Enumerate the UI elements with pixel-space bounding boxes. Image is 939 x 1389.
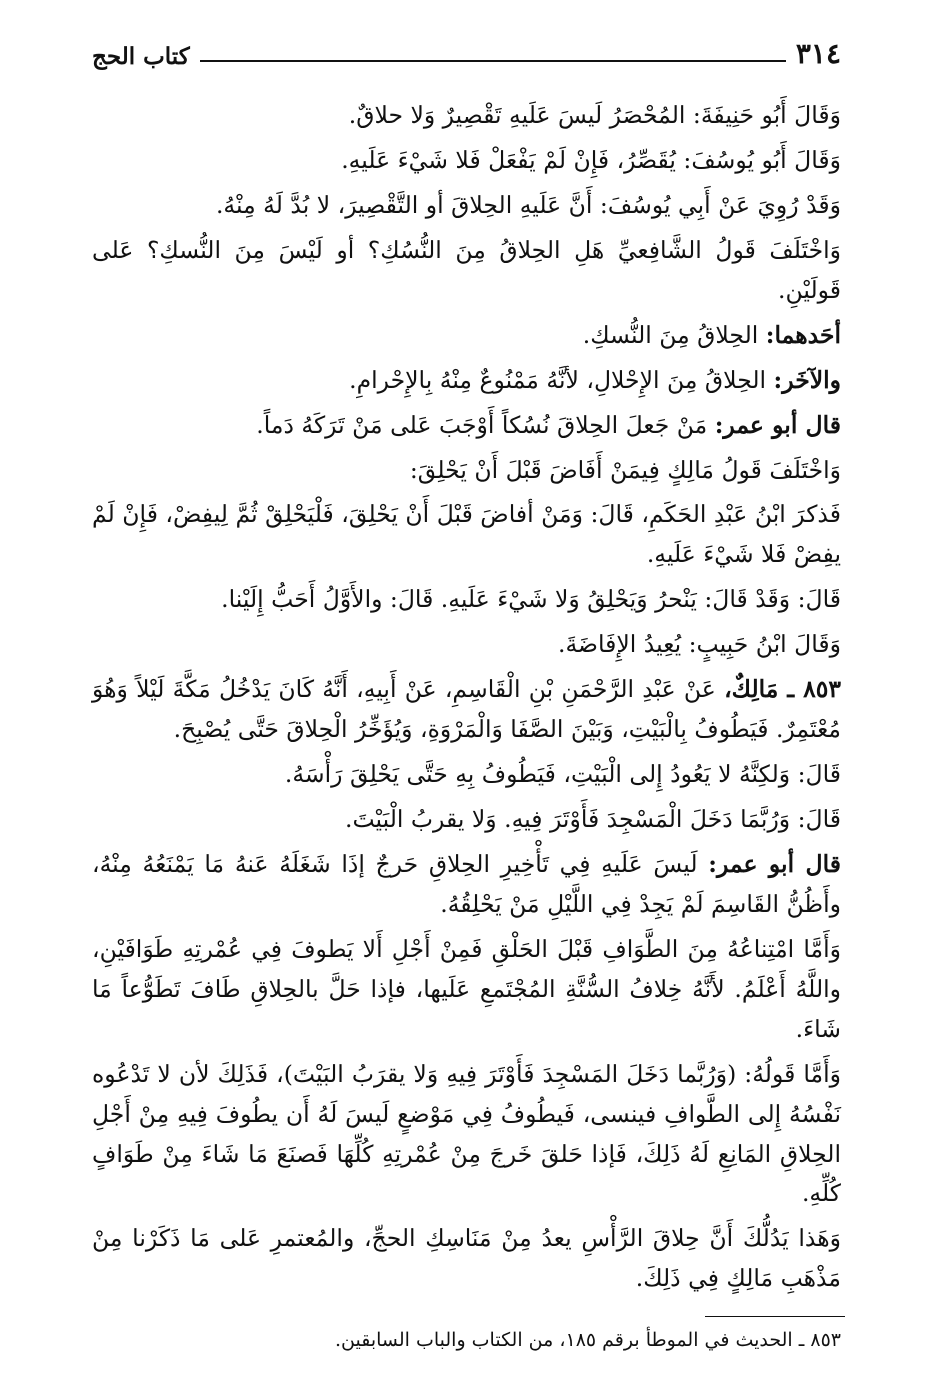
paragraph: وَقَالَ أَبُو يُوسُفَ: يُقَصِّرُ، فَإِنْ لَمْ يَفْعَلْ فَلا شَيْءَ عَلَيهِ. <box>341 145 841 174</box>
paragraph: أحَدهما: الحِلاقُ مِنَ النُّسكِ. <box>582 320 841 349</box>
header-rule <box>200 60 786 62</box>
paragraph: قال أبو عمر: مَنْ جَعلَ الحِلاقَ نُسُكاً أَوْجَبَ عَلى مَنْ تَرَكَهُ دَماً. <box>256 410 841 439</box>
main-text <box>92 96 841 1304</box>
paragraph-lead: قال أبو عمر: <box>708 849 841 878</box>
paragraph: وَقَالَ ابْنُ حَبِيبٍ: يُعِيدُ الإِفَاضَةَ. <box>557 630 841 659</box>
paragraph: وَاخْتَلَفَ قَولُ الشَّافِعيِّ هَلِ الحِلاقُ مِنَ النُّسُكِ؟ أو لَيْسَ مِنَ النُّسكِ؟ عَلى قَولَيْنِ. <box>92 235 841 304</box>
page-header <box>92 26 841 68</box>
hadith-paragraph: ٨٥٣ ـ مَالِكٌ، عَنْ عَبْدِ الرَّحْمَنِ بْنِ الْقَاسِمِ، عَنْ أَبِيهِ، أَنَّهُ كَانَ يَدْخُلُ مَكَّةَ لَيْلاً وَهُوَ مُعْتَمِرٌ. فَيَطُوفُ بِالْبَيْتِ، وَبَيْنَ الصَّفَا وَالْمَرْوَةِ، وَيُؤَخِّرُ الْحِلاقَ حَتَّى يُصْبِحَ. <box>92 675 841 744</box>
book-title: كتاب الحج <box>92 43 190 70</box>
paragraph: وَاخْتَلَفَ قَولُ مَالِكٍ فِيمَنْ أَفَاضَ قَبْلَ أَنْ يَحْلِقَ: <box>409 455 841 484</box>
paragraph: وَأَمَّا قَولُهُ: (وَرُبَّما دَخَلَ المَسْجِدَ فَأَوْتَرَ فِيهِ وَلا يقرَبُ البَيْتَ)، فَذَلِكَ لأن لا تَدْعُوه نَفْسُهُ إِلى الطَّوافِ فينسى، فَيطُوفُ فِي مَوْضعٍ لَيسَ لَهُ أَن يطُوفَ فِيهِ مِنْ أَجْلِ الحِلاقِ المَانِعِ لَهُ ذَلِكَ، فَإذا حَلقَ خَرجَ مِنْ عُمْرتِهِ كُلِّهَا فَصنَعَ مَا شَاءَ مِنْ طَوَافٍ كُلِّهِ. <box>92 1059 841 1208</box>
paragraph: وَقَدْ رُوِيَ عَنْ أَبِي يُوسُفَ: أَنَّ عَلَيهِ الحِلاقَ أو التَّقْصِيرَ، لا بُدَّ لَهُ مِنْهُ. <box>215 190 841 219</box>
hadith-number: ٨٥٣ ـ مَالِكٌ، <box>724 675 841 704</box>
paragraph-lead: أحَدهما: <box>765 320 841 349</box>
paragraph: قال أبو عمر: لَيسَ عَلَيهِ فِي تَأْخِيرِ الحِلاقِ حَرجٌ إذَا شَغَلَهُ عَنهُ مَا يَمْنَعُهُ مِنْهُ، وأَظُنُّ القَاسِمَ لَمْ يَجِدْ فِي اللَّيْلِ مَنْ يَحْلِقُهُ. <box>92 849 841 918</box>
paragraph: فَذكرَ ابْنُ عَبْدِ الحَكَمِ، قَالَ: وَمَنْ أفاضَ قَبْلَ أَنْ يَحْلِقَ، فَلْيَحْلِقْ ثُمَّ لِيفِضْ، فَإِنْ لَمْ يفِضْ فَلا شَيْءَ عَلَيهِ. <box>92 500 841 569</box>
paragraph: والآخَر: الحِلاقُ مِنَ الإِحْلالِ، لأنَّهُ مَمْنُوعٌ مِنْهُ بِالإِحْرامِ. <box>349 365 841 394</box>
paragraph-lead: والآخَر: <box>773 365 841 394</box>
page-number: ٣١٤ <box>795 37 841 70</box>
paragraph: قَالَ: وَلكِنَّهُ لا يَعُودُ إِلى الْبَيْتِ، فَيَطُوفُ بِهِ حَتَّى يَحْلِقَ رَأْسَهُ. <box>284 760 841 789</box>
footnote-rule <box>705 1316 845 1317</box>
paragraph: وَقَالَ أَبُو حَنِيفَةَ: المُحْصَرُ لَيسَ عَلَيهِ تَقْصِيرٌ وَلا حلاقٌ. <box>348 101 841 129</box>
paragraph: وَأَمَّا امْتِناعُهُ مِنَ الطَّوَافِ قَبْلَ الحَلْقِ فَمِنْ أَجْلِ أَلا يَطوفَ فِي عُمْرتِهِ طَوَافَيْنِ، واللَّهُ أَعْلَمُ. لأَنَّهُ خِلافُ السُّنَّةِ المُجْتَمعِ عَلَيها، فإذا حَلَّ بالحِلاقِ طَافَ تَطَوُّعاً مَا شَاءَ. <box>92 934 841 1043</box>
footnote: ٨٥٣ ـ الحديث في الموطأ برقم ١٨٥، من الكتاب والباب السابقين. <box>334 1329 841 1351</box>
paragraph: قَالَ: وَرُبَّمَا دَخَلَ الْمَسْجِدَ فَأَوْتَرَ فِيهِ. وَلا يقربُ الْبَيْتَ. <box>345 805 841 833</box>
paragraph: وَهَذا يَدُلُّكَ أَنَّ حِلاقَ الرَّأْسِ يعدُ مِنْ مَنَاسِكِ الحجِّ، والمُعتمرِ عَلى مَا ذَكَرْنا مِنْ مَذْهَبِ مَالِكٍ فِي ذَلِكَ. <box>92 1224 841 1293</box>
paragraph: قَالَ: وَقَدْ قَالَ: يَنْحرُ وَيَحْلِقُ وَلا شَيْءَ عَلَيهِ. قَالَ: والأَوَّلُ أَحَبُّ إِلَيْنا. <box>221 585 841 614</box>
paragraph-lead: قال أبو عمر: <box>714 410 841 439</box>
